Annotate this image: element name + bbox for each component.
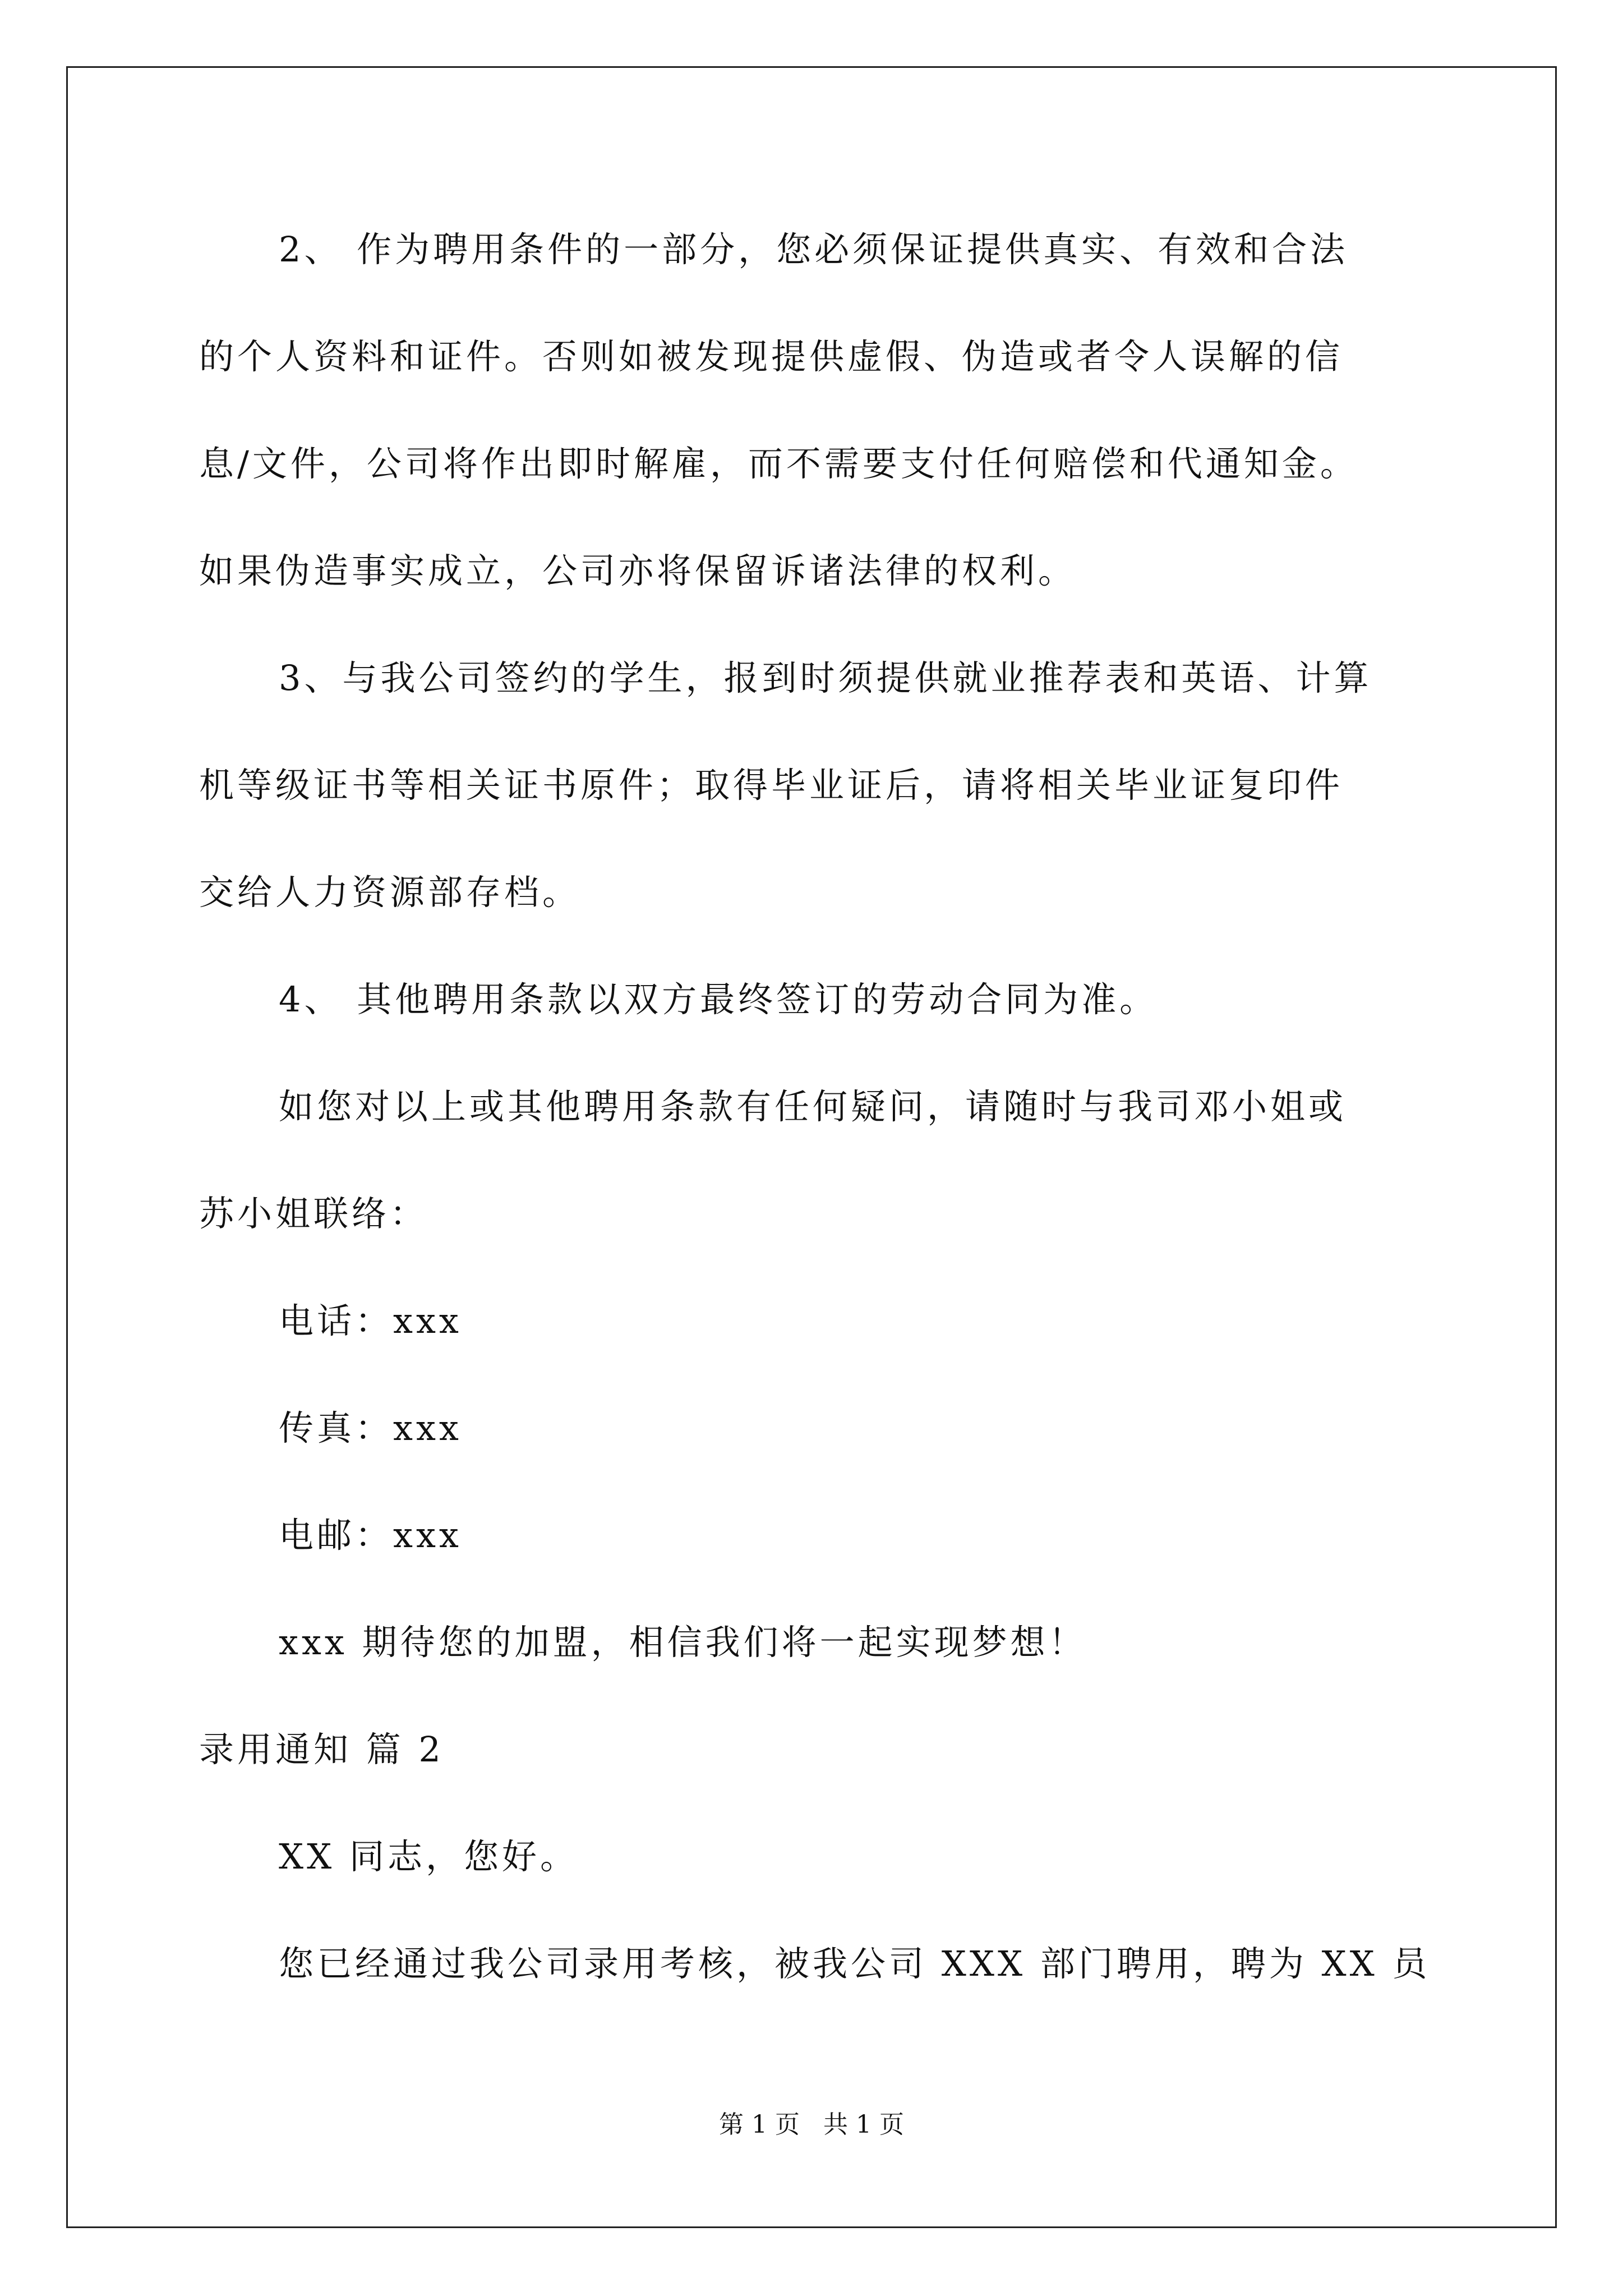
paragraph-line: 交给人力资源部存档。 xyxy=(199,872,581,913)
paragraph-line: 4、 其他聘用条款以双方最终签订的劳动合同为准。 xyxy=(279,979,1158,1020)
paragraph-line: 机等级证书等相关证书原件；取得毕业证后，请将相关毕业证复印件 xyxy=(199,765,1344,806)
paragraph-line: 您已经通过我公司录用考核，被我公司 XXX 部门聘用，聘为 XX 员 xyxy=(279,1943,1431,1984)
page-footer: 第 1 页 共 1 页 xyxy=(719,2110,904,2139)
page-border xyxy=(66,66,1557,2228)
paragraph-line: 息/文件，公司将作出即时解雇，而不需要支付任何赔偿和代通知金。 xyxy=(199,443,1358,484)
contact-fax: 传真：xxx xyxy=(279,1407,462,1448)
paragraph-line: 2、 作为聘用条件的一部分，您必须保证提供真实、有效和合法 xyxy=(279,229,1349,270)
paragraph-line: 的个人资料和证件。否则如被发现提供虚假、伪造或者令人误解的信 xyxy=(199,336,1344,377)
section-heading: 录用通知 篇 2 xyxy=(199,1729,444,1770)
paragraph-line: 如果伪造事实成立，公司亦将保留诉诸法律的权利。 xyxy=(199,550,1077,591)
paragraph-line: 如您对以上或其他聘用条款有任何疑问，请随时与我司邓小姐或 xyxy=(279,1086,1347,1127)
contact-email: 电邮：xxx xyxy=(279,1515,462,1556)
paragraph-line: xxx 期待您的加盟，相信我们将一起实现梦想！ xyxy=(279,1622,1087,1663)
paragraph-line: 苏小姐联络： xyxy=(199,1193,428,1234)
paragraph-line: 3、与我公司签约的学生，报到时须提供就业推荐表和英语、计算 xyxy=(279,657,1372,698)
contact-phone: 电话：xxx xyxy=(279,1300,462,1341)
greeting-line: XX 同志，您好。 xyxy=(279,1836,578,1877)
